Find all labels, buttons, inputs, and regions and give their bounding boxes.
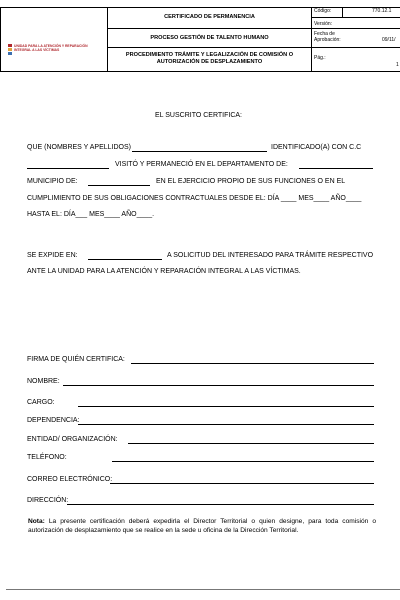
departamento-blank[interactable]	[299, 168, 373, 169]
visito-label: VISITÓ Y PERMANECIÓ EN EL DEPARTAMENTO DE:	[115, 161, 288, 168]
meta-col-divider	[342, 7, 343, 17]
codigo-label: Código:	[314, 8, 332, 14]
municipio-blank[interactable]	[88, 185, 150, 186]
header-row-line-1	[107, 28, 400, 29]
firma-blank[interactable]	[131, 363, 374, 364]
logo-mark	[8, 44, 12, 55]
meta-row-line-1	[311, 17, 400, 18]
note-label: Nota:	[28, 518, 45, 525]
document-title: CERTIFICADO DE PERMANENCIA	[164, 14, 255, 20]
version-label: Versión:	[314, 21, 333, 27]
cedula-blank[interactable]	[27, 168, 109, 169]
telefono-label: TELÉFONO:	[27, 454, 67, 461]
solicitud-text: A SOLICITUD DEL INTERESADO PARA TRÁMITE RESPECTIVO	[167, 252, 374, 259]
process-name: PROCESO GESTIÓN DE TALENTO HUMANO	[150, 35, 269, 41]
identificado-label: IDENTIFICADO(A) CON C.C	[271, 144, 362, 151]
codigo-value: 770.12.1	[372, 8, 392, 14]
logo-text: UNIDAD PARA LA ATENCIÓN Y REPARACIÓN INTEGRAL A LAS VÍCTIMAS	[14, 44, 88, 52]
cargo-label: CARGO:	[27, 399, 55, 406]
header-border-bottom	[0, 71, 400, 72]
hasta-text: HASTA EL: DÍA___ MES____ AÑO____.	[27, 211, 155, 218]
header-border-left	[0, 7, 1, 72]
page-value: 1	[396, 62, 399, 68]
unidad-text: ANTE LA UNIDAD PARA LA ATENCIÓN Y REPARACIÓN INTEGRAL A LAS VÍCTIMAS.	[27, 268, 301, 275]
page-label: Pág.:	[314, 55, 326, 61]
header-row-line-2	[107, 47, 311, 48]
dependencia-blank[interactable]	[78, 424, 374, 425]
meta-row-line-3	[311, 47, 400, 48]
desde-text: CUMPLIMIENTO DE SUS OBLIGACIONES CONTRACTUALES DESDE EL: DÍA ____ MES____ AÑO____	[27, 195, 362, 202]
fecha-value: 09/11/	[382, 37, 396, 43]
procedure-name: PROCEDIMIENTO TRÁMITE Y LEGALIZACIÓN DE COMISIÓN O AUTORIZACIÓN DE DESPLAZAMIENTO	[125, 52, 294, 65]
correo-blank[interactable]	[110, 483, 374, 484]
note-text: La presente certificación deberá expedirla el Director Territorial o quien designe, para toda comisión o autorización de desplazamiento que se realice en la sede u oficina de la Dirección Territorial.	[28, 518, 376, 534]
header-border-top	[0, 7, 400, 8]
expide-blank[interactable]	[88, 259, 162, 260]
fecha-label: Fecha de Aprobación:	[314, 31, 341, 43]
firma-label: FIRMA DE QUIÉN CERTIFICA:	[27, 356, 125, 363]
nombres-label: QUE (NOMBRES Y APELLIDOS)	[27, 144, 131, 151]
footnote	[28, 517, 376, 535]
dependencia-label: DEPENDENCIA:	[27, 417, 80, 424]
expide-label: SE EXPIDE EN:	[27, 252, 78, 259]
correo-label: CORREO ELECTRÓNICO:	[27, 476, 113, 483]
certifica-heading: EL SUSCRITO CERTIFICA:	[155, 112, 242, 119]
direccion-label: DIRECCIÓN:	[27, 497, 69, 504]
funciones-text: EN EL EJERCICIO PROPIO DE SUS FUNCIONES O EN EL	[156, 178, 346, 185]
page-bottom-rule	[6, 589, 400, 590]
document-header	[0, 7, 400, 72]
nombre-blank[interactable]	[63, 385, 374, 386]
cargo-blank[interactable]	[78, 406, 374, 407]
municipio-label: MUNICIPIO DE:	[27, 178, 78, 185]
direccion-blank[interactable]	[67, 504, 374, 505]
nombres-blank[interactable]	[132, 151, 267, 152]
telefono-blank[interactable]	[112, 461, 374, 462]
entidad-label: ENTIDAD/ ORGANIZACIÓN:	[27, 436, 118, 443]
entidad-blank[interactable]	[128, 443, 374, 444]
nombre-label: NOMBRE:	[27, 378, 60, 385]
